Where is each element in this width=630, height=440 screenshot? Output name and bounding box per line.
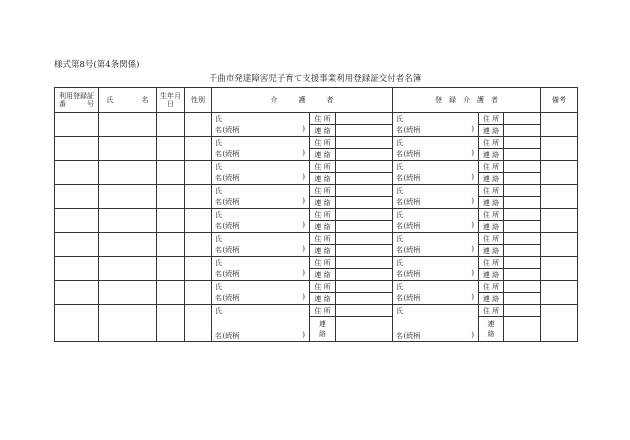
caregiver-relation-cell: [223, 269, 310, 281]
dob-cell: [157, 257, 185, 281]
caregiver-shi-cell: [212, 113, 223, 125]
header-dob-line1: 生年月: [160, 92, 181, 100]
caregiver-shi-cell: [212, 209, 223, 221]
relation-open-label: (続柄: [222, 150, 240, 159]
caregiver-shi-cell: [212, 257, 223, 269]
relation-open-label: (続柄: [403, 294, 421, 303]
gender-cell: [185, 113, 212, 137]
gender-cell: [185, 185, 212, 209]
caregiver-contact-cell: [336, 317, 393, 342]
gender-cell: [185, 209, 212, 233]
reg-caregiver-relation-cell: [404, 125, 479, 137]
relation-open-label: (続柄: [222, 198, 240, 207]
reg-caregiver-mei-cell: [393, 245, 404, 257]
shi-label: 氏: [396, 258, 404, 267]
remarks-cell: [541, 185, 578, 209]
mei-label: 名: [396, 294, 404, 303]
shi-label: 氏: [396, 234, 404, 243]
caregiver-address-cell: [336, 281, 393, 293]
remarks-cell: [541, 209, 578, 233]
relation-open-label: (続柄: [222, 332, 240, 340]
contact-label-line1: 連: [487, 320, 495, 328]
relation-close-label: ): [471, 245, 475, 254]
reg-caregiver-address-label: 住 所: [479, 305, 504, 317]
reg-caregiver-name-top: [404, 161, 479, 173]
mei-label: 名: [215, 294, 222, 303]
caregiver-mei-cell: [212, 317, 223, 342]
contact-label-line1: 連: [319, 320, 326, 328]
reg-caregiver-shi-cell: [393, 185, 404, 197]
dob-cell: [157, 113, 185, 137]
shi-label: 氏: [215, 138, 222, 147]
reg-contact-label: 連 絡: [479, 173, 504, 185]
header-row: [55, 88, 578, 113]
reg-caregiver-mei-cell: [393, 221, 404, 233]
reg-caregiver-address-label: 住 所: [479, 137, 504, 149]
mei-label: 名: [396, 246, 404, 255]
reg-caregiver-contact-cell: [504, 269, 541, 281]
reg-contact-label: 連 絡: [479, 197, 504, 209]
relation-open-label: (続柄: [403, 174, 421, 183]
reg-caregiver-shi-cell: [393, 137, 404, 149]
caregiver-mei-cell: [212, 173, 223, 185]
relation-close-label: ): [302, 331, 305, 339]
relation-close-label: ): [471, 269, 475, 278]
reg-caregiver-contact-cell: [504, 245, 541, 257]
caregiver-relation-cell: [223, 173, 310, 185]
caregiver-name-top: [223, 209, 310, 221]
reg-caregiver-name-top: [404, 233, 479, 245]
mei-label: 名: [215, 198, 222, 207]
shi-label: 氏: [396, 186, 404, 195]
mei-label: 名: [396, 270, 404, 279]
header-remarks: 備考: [541, 88, 578, 113]
caregiver-relation-cell: [223, 245, 310, 257]
reg-contact-label: 連 絡: [479, 293, 504, 305]
reg-caregiver-shi-cell: [393, 233, 404, 245]
name-cell: [99, 161, 157, 185]
dob-cell: [157, 305, 185, 342]
dob-cell: [157, 233, 185, 257]
reg-caregiver-mei-cell: [393, 125, 404, 137]
mei-label: 名: [215, 150, 222, 159]
caregiver-address-label: 住 所: [310, 305, 336, 317]
contact-label: 連 絡: [310, 245, 336, 257]
entry-row-top: [55, 209, 578, 221]
relation-close-label: ): [471, 173, 475, 182]
shi-label: 氏: [396, 306, 404, 315]
caregiver-shi-cell: [212, 137, 223, 149]
contact-label: 連 絡: [310, 293, 336, 305]
header-reg-no-line2: 番 号: [59, 100, 94, 108]
reg-caregiver-contact-cell: [504, 149, 541, 161]
reg-caregiver-address-cell: [504, 209, 541, 221]
reg-caregiver-address-cell: [504, 137, 541, 149]
caregiver-address-cell: [336, 233, 393, 245]
caregiver-address-cell: [336, 185, 393, 197]
mei-label: 名: [396, 174, 404, 183]
name-cell: [99, 113, 157, 137]
caregiver-contact-cell: [336, 197, 393, 209]
caregiver-relation-cell: [223, 197, 310, 209]
relation-open-label: (続柄: [403, 270, 421, 279]
caregiver-address-cell: [336, 257, 393, 269]
caregiver-shi-cell: [212, 185, 223, 197]
reg-contact-label: 連 絡: [479, 245, 504, 257]
reg-caregiver-contact-cell: [504, 317, 541, 342]
relation-open-label: (続柄: [403, 126, 421, 135]
entry-row-top: [55, 137, 578, 149]
header-dob: [157, 88, 185, 113]
reg-caregiver-shi-cell: [393, 257, 404, 269]
caregiver-name-top: [223, 257, 310, 269]
relation-open-label: (続柄: [222, 246, 240, 255]
reg-caregiver-contact-cell: [504, 173, 541, 185]
remarks-cell: [541, 257, 578, 281]
caregiver-relation-cell: [223, 293, 310, 305]
reg-caregiver-mei-cell: [393, 269, 404, 281]
caregiver-relation-cell: [223, 125, 310, 137]
relation-open-label: (続柄: [222, 126, 240, 135]
shi-label: 氏: [215, 162, 222, 171]
caregiver-shi-cell: [212, 305, 223, 317]
relation-close-label: ): [302, 149, 305, 158]
header-name: 氏 名: [99, 88, 157, 113]
caregiver-address-label: 住 所: [310, 257, 336, 269]
reg-caregiver-relation-cell: [404, 197, 479, 209]
shi-label: 氏: [215, 258, 222, 267]
reg-no-cell: [55, 113, 99, 137]
reg-no-cell: [55, 209, 99, 233]
caregiver-mei-cell: [212, 269, 223, 281]
shi-label: 氏: [396, 138, 404, 147]
relation-open-label: (続柄: [403, 332, 421, 340]
entry-row-top: [55, 257, 578, 269]
dob-cell: [157, 137, 185, 161]
mei-label: 名: [215, 126, 222, 135]
caregiver-relation-cell: [223, 317, 310, 342]
reg-caregiver-mei-cell: [393, 149, 404, 161]
caregiver-mei-cell: [212, 245, 223, 257]
dob-cell: [157, 209, 185, 233]
reg-caregiver-relation-cell: [404, 221, 479, 233]
relation-close-label: ): [302, 245, 305, 254]
caregiver-shi-cell: [212, 233, 223, 245]
reg-contact-label: 連 絡: [479, 269, 504, 281]
contact-label: 連 絡: [310, 149, 336, 161]
caregiver-contact-cell: [336, 221, 393, 233]
reg-caregiver-shi-cell: [393, 209, 404, 221]
shi-label: 氏: [396, 162, 404, 171]
name-cell: [99, 257, 157, 281]
caregiver-contact-cell: [336, 125, 393, 137]
reg-caregiver-relation-cell: [404, 293, 479, 305]
shi-label: 氏: [396, 282, 404, 291]
reg-caregiver-relation-cell: [404, 269, 479, 281]
contact-label: 連 絡: [310, 125, 336, 137]
reg-caregiver-address-cell: [504, 113, 541, 125]
relation-open-label: (続柄: [222, 294, 240, 303]
reg-contact-label: 連 絡: [479, 125, 504, 137]
relation-close-label: ): [471, 331, 475, 339]
mei-label: 名: [215, 174, 222, 183]
header-dob-line2: 日: [167, 100, 174, 108]
relation-open-label: (続柄: [222, 174, 240, 183]
caregiver-contact-cell: [336, 173, 393, 185]
relation-close-label: ): [471, 125, 475, 134]
shi-label: 氏: [215, 186, 222, 195]
document-title: 千曲市発達障害児子育て支援事業利用登録証交付者名簿: [208, 74, 422, 84]
reg-caregiver-name-top: [404, 113, 479, 125]
caregiver-address-cell: [336, 305, 393, 317]
relation-close-label: ): [302, 125, 305, 134]
gender-cell: [185, 257, 212, 281]
mei-label: 名: [396, 198, 404, 207]
reg-caregiver-address-cell: [504, 281, 541, 293]
mei-label: 名: [215, 332, 222, 340]
reg-caregiver-relation-cell: [404, 149, 479, 161]
reg-caregiver-shi-cell: [393, 305, 404, 317]
reg-caregiver-address-label: 住 所: [479, 185, 504, 197]
reg-caregiver-address-cell: [504, 161, 541, 173]
name-cell: [99, 305, 157, 342]
reg-caregiver-mei-cell: [393, 173, 404, 185]
gender-cell: [185, 161, 212, 185]
reg-no-cell: [55, 137, 99, 161]
caregiver-contact-cell: [336, 293, 393, 305]
remarks-cell: [541, 161, 578, 185]
reg-caregiver-name-top: [404, 305, 479, 317]
reg-contact-label: 連 絡: [479, 149, 504, 161]
gender-cell: [185, 281, 212, 305]
caregiver-address-cell: [336, 137, 393, 149]
caregiver-name-top: [223, 281, 310, 293]
entry-row-top: [55, 281, 578, 293]
mei-label: 名: [396, 150, 404, 159]
entry-row-top: [55, 185, 578, 197]
caregiver-relation-cell: [223, 221, 310, 233]
reg-contact-label: [479, 317, 504, 342]
caregiver-shi-cell: [212, 281, 223, 293]
mei-label: 名: [215, 222, 222, 231]
mei-label: 名: [215, 246, 222, 255]
remarks-cell: [541, 113, 578, 137]
remarks-cell: [541, 281, 578, 305]
mei-label: 名: [215, 270, 222, 279]
reg-no-cell: [55, 233, 99, 257]
caregiver-name-top: [223, 233, 310, 245]
dob-cell: [157, 281, 185, 305]
reg-caregiver-address-cell: [504, 305, 541, 317]
caregiver-address-cell: [336, 161, 393, 173]
relation-open-label: (続柄: [403, 222, 421, 231]
remarks-cell: [541, 305, 578, 342]
reg-caregiver-name-top: [404, 209, 479, 221]
contact-label: 連 絡: [310, 173, 336, 185]
caregiver-address-cell: [336, 209, 393, 221]
relation-close-label: ): [302, 269, 305, 278]
reg-caregiver-name-top: [404, 137, 479, 149]
reg-caregiver-relation-cell: [404, 317, 479, 342]
shi-label: 氏: [215, 282, 222, 291]
reg-caregiver-contact-cell: [504, 221, 541, 233]
name-cell: [99, 233, 157, 257]
reg-caregiver-name-top: [404, 185, 479, 197]
caregiver-address-label: 住 所: [310, 161, 336, 173]
reg-no-cell: [55, 281, 99, 305]
contact-label: 連 絡: [310, 221, 336, 233]
reg-caregiver-address-label: 住 所: [479, 209, 504, 221]
gender-cell: [185, 233, 212, 257]
reg-caregiver-name-top: [404, 281, 479, 293]
shi-label: 氏: [215, 114, 222, 123]
caregiver-name-top: [223, 161, 310, 173]
caregiver-mei-cell: [212, 197, 223, 209]
dob-cell: [157, 161, 185, 185]
shi-label: 氏: [396, 114, 404, 123]
reg-caregiver-shi-cell: [393, 281, 404, 293]
reg-contact-label: 連 絡: [479, 221, 504, 233]
caregiver-address-label: 住 所: [310, 209, 336, 221]
reg-caregiver-address-label: 住 所: [479, 257, 504, 269]
contact-label: 連 絡: [310, 269, 336, 281]
contact-label-line2: 絡: [319, 330, 326, 338]
reg-no-cell: [55, 305, 99, 342]
reg-caregiver-shi-cell: [393, 113, 404, 125]
entry-row-top: [55, 305, 578, 317]
reg-caregiver-address-cell: [504, 185, 541, 197]
reg-caregiver-address-label: 住 所: [479, 161, 504, 173]
caregiver-name-top: [223, 113, 310, 125]
reg-caregiver-relation-cell: [404, 173, 479, 185]
header-reg-no: [55, 88, 99, 113]
caregiver-address-label: 住 所: [310, 113, 336, 125]
caregiver-mei-cell: [212, 125, 223, 137]
reg-caregiver-shi-cell: [393, 161, 404, 173]
relation-open-label: (続柄: [403, 150, 421, 159]
caregiver-address-label: 住 所: [310, 137, 336, 149]
caregiver-mei-cell: [212, 221, 223, 233]
header-gender: 性別: [185, 88, 212, 113]
caregiver-name-top: [223, 305, 310, 317]
dob-cell: [157, 185, 185, 209]
reg-caregiver-address-label: 住 所: [479, 113, 504, 125]
relation-open-label: (続柄: [222, 270, 240, 279]
remarks-cell: [541, 137, 578, 161]
caregiver-contact-cell: [336, 149, 393, 161]
reg-caregiver-contact-cell: [504, 197, 541, 209]
form-number: 様式第8号(第4条関係): [54, 60, 140, 70]
shi-label: 氏: [215, 210, 222, 219]
reg-caregiver-mei-cell: [393, 197, 404, 209]
entry-row-top: [55, 161, 578, 173]
relation-close-label: ): [302, 221, 305, 230]
relation-close-label: ): [302, 197, 305, 206]
caregiver-mei-cell: [212, 293, 223, 305]
reg-caregiver-mei-cell: [393, 293, 404, 305]
shi-label: 氏: [215, 234, 222, 243]
relation-close-label: ): [302, 293, 305, 302]
reg-no-cell: [55, 257, 99, 281]
reg-no-cell: [55, 185, 99, 209]
name-cell: [99, 281, 157, 305]
relation-open-label: (続柄: [222, 222, 240, 231]
caregiver-name-top: [223, 185, 310, 197]
reg-caregiver-contact-cell: [504, 125, 541, 137]
relation-open-label: (続柄: [403, 198, 421, 207]
caregiver-contact-cell: [336, 245, 393, 257]
entry-row-top: [55, 233, 578, 245]
caregiver-shi-cell: [212, 161, 223, 173]
entry-row-top: [55, 113, 578, 125]
shi-label: 氏: [215, 306, 222, 315]
header-registered-caregiver: 登 録 介 護 者: [393, 88, 541, 113]
name-cell: [99, 209, 157, 233]
reg-caregiver-mei-cell: [393, 317, 404, 342]
mei-label: 名: [396, 126, 404, 135]
mei-label: 名: [396, 332, 404, 340]
reg-caregiver-name-top: [404, 257, 479, 269]
relation-close-label: ): [471, 149, 475, 158]
mei-label: 名: [396, 222, 404, 231]
relation-close-label: ): [471, 221, 475, 230]
reg-caregiver-address-label: 住 所: [479, 233, 504, 245]
relation-close-label: ): [302, 173, 305, 182]
gender-cell: [185, 305, 212, 342]
reg-no-cell: [55, 161, 99, 185]
registry-table: [54, 87, 578, 342]
caregiver-relation-cell: [223, 149, 310, 161]
relation-close-label: ): [471, 197, 475, 206]
header-caregiver: 介 護 者: [212, 88, 393, 113]
caregiver-mei-cell: [212, 149, 223, 161]
contact-label: 連 絡: [310, 197, 336, 209]
shi-label: 氏: [396, 210, 404, 219]
reg-caregiver-relation-cell: [404, 245, 479, 257]
reg-caregiver-address-cell: [504, 233, 541, 245]
gender-cell: [185, 137, 212, 161]
reg-caregiver-contact-cell: [504, 293, 541, 305]
relation-open-label: (続柄: [403, 246, 421, 255]
contact-label: [310, 317, 336, 342]
header-reg-no-line1: 利用登録証: [59, 92, 94, 100]
caregiver-address-label: 住 所: [310, 281, 336, 293]
remarks-cell: [541, 233, 578, 257]
reg-caregiver-address-cell: [504, 257, 541, 269]
caregiver-contact-cell: [336, 269, 393, 281]
contact-label-line2: 絡: [487, 330, 495, 338]
name-cell: [99, 137, 157, 161]
name-cell: [99, 185, 157, 209]
caregiver-name-top: [223, 137, 310, 149]
relation-close-label: ): [471, 293, 475, 302]
caregiver-address-label: 住 所: [310, 185, 336, 197]
caregiver-address-label: 住 所: [310, 233, 336, 245]
caregiver-address-cell: [336, 113, 393, 125]
reg-caregiver-address-label: 住 所: [479, 281, 504, 293]
